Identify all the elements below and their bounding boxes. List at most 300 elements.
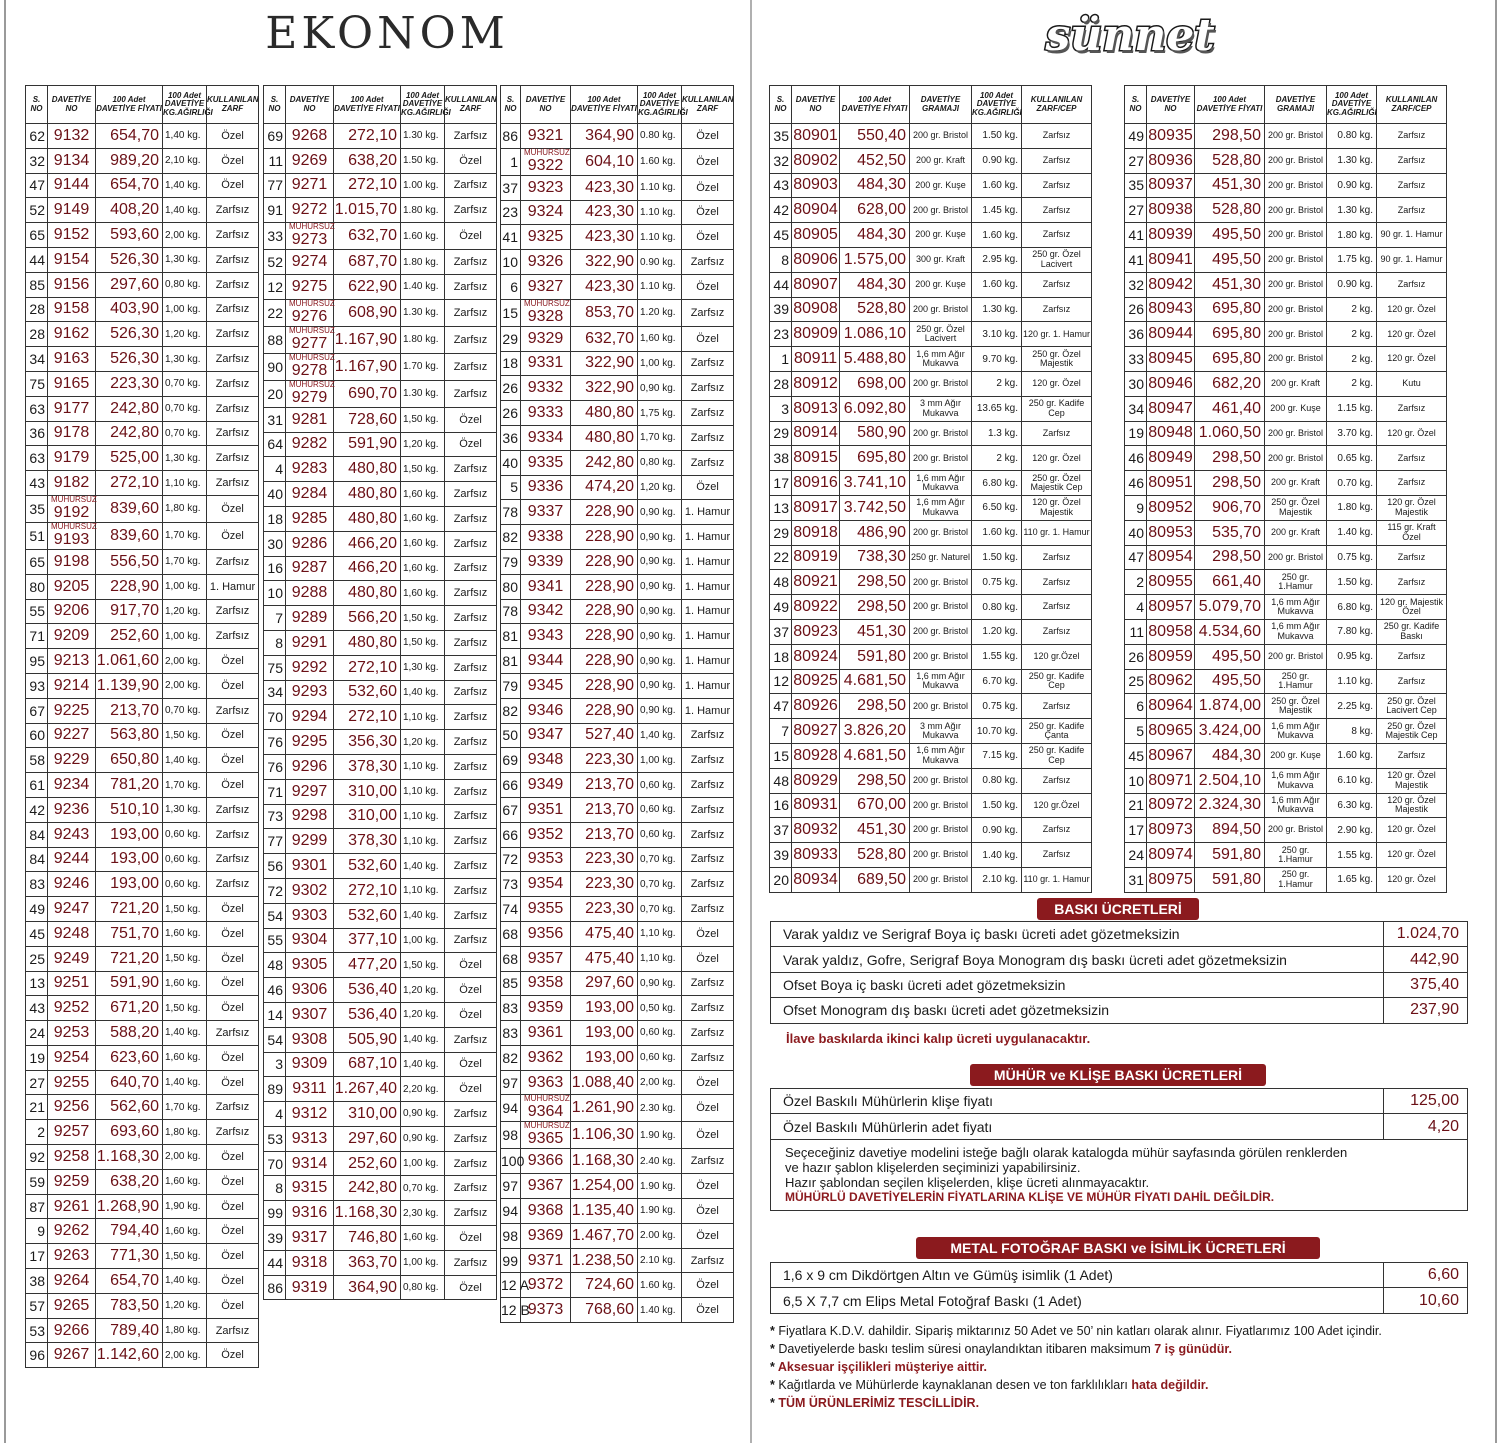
cell-weight: 1,20 kg. bbox=[401, 1002, 445, 1027]
cell-davetiye-no: 9296 bbox=[286, 754, 334, 779]
cell-zarf-cep: Zarfsız bbox=[1377, 545, 1447, 570]
cell-davetiye-no: 9162 bbox=[48, 322, 96, 347]
cell-davetiye-no: 80942 bbox=[1147, 272, 1195, 297]
cell-sno: 5 bbox=[1125, 719, 1147, 744]
cell-sno: 35 bbox=[770, 124, 792, 149]
cell-gramaj: 200 gr. Bristol bbox=[910, 595, 972, 620]
cell-weight: 1,30 kg. bbox=[163, 247, 207, 272]
cell-weight: 0.80 kg. bbox=[1327, 124, 1377, 149]
cell-sno: 8 bbox=[770, 247, 792, 272]
cell-sno: 65 bbox=[26, 549, 48, 574]
cell-price: 408,20 bbox=[96, 198, 163, 223]
cell-weight: 1.20 kg. bbox=[638, 299, 682, 326]
table-row bbox=[770, 743, 1092, 768]
table-row bbox=[501, 376, 734, 401]
muhursuz-tag: MÜHÜRSÜZ bbox=[51, 494, 97, 504]
cell-weight: 0,70 kg. bbox=[163, 371, 207, 396]
sunnet-price-table bbox=[769, 85, 1092, 893]
table-row bbox=[264, 148, 497, 173]
cell-zarf: 1. Hamur bbox=[207, 574, 259, 599]
cell-sno: 43 bbox=[770, 173, 792, 198]
cell-price: 252,60 bbox=[96, 624, 163, 649]
cell-price: 562,60 bbox=[96, 1095, 163, 1120]
cell-price: 272,10 bbox=[334, 173, 401, 198]
cell-price: 451,30 bbox=[1195, 173, 1265, 198]
cell-price: 670,00 bbox=[840, 793, 910, 818]
cell-zarf-cep: Zarfsız bbox=[1022, 545, 1092, 570]
cell-weight: 1.10 kg. bbox=[1327, 669, 1377, 694]
table-row bbox=[26, 797, 259, 822]
cell-weight: 1.55 kg. bbox=[1327, 843, 1377, 868]
cell-davetiye-no: 80959 bbox=[1147, 644, 1195, 669]
cell-sno: 43 bbox=[26, 471, 48, 496]
table-row bbox=[501, 124, 734, 149]
table-row bbox=[264, 531, 497, 556]
cell-price: 728,60 bbox=[334, 407, 401, 432]
cell-sno: 53 bbox=[264, 1126, 286, 1151]
cell-sno: 18 bbox=[770, 644, 792, 669]
cell-zarf-cep: Zarfsız bbox=[1377, 743, 1447, 768]
table-row bbox=[26, 649, 259, 674]
cell-davetiye-no: 9132 bbox=[48, 124, 96, 149]
column-header: DAVETİYE NO bbox=[1147, 86, 1195, 124]
cell-weight: 1,50 kg. bbox=[163, 996, 207, 1021]
cell-weight: 1,40 kg. bbox=[163, 1269, 207, 1294]
cell-gramaj: 1,6 mm Ağır Mukavva bbox=[910, 495, 972, 520]
cell-sno: 80 bbox=[501, 574, 521, 599]
cell-weight: 1.30 kg. bbox=[972, 297, 1022, 322]
cell-davetiye-no: 9367 bbox=[521, 1174, 571, 1199]
cell-zarf: Özel bbox=[682, 124, 734, 149]
cell-davetiye-no: 9227 bbox=[48, 723, 96, 748]
table-row bbox=[501, 748, 734, 773]
davetiye-number: 9279 bbox=[291, 388, 328, 406]
cell-davetiye-no: 9252 bbox=[48, 996, 96, 1021]
table-row bbox=[1125, 669, 1447, 694]
cell-weight: 0,60 kg. bbox=[638, 1045, 682, 1070]
cell-sno: 81 bbox=[501, 624, 521, 649]
cell-weight: 6.80 kg. bbox=[972, 471, 1022, 496]
cell-price: 228,90 bbox=[571, 549, 638, 574]
cell-weight: 0.90 kg. bbox=[1327, 173, 1377, 198]
cell-davetiye-no: 9297 bbox=[286, 779, 334, 804]
cell-sno: 33 bbox=[1125, 347, 1147, 372]
cell-davetiye-no: 9268 bbox=[286, 124, 334, 149]
cell-sno: 48 bbox=[264, 953, 286, 978]
cell-zarf: Zarfsız bbox=[207, 247, 259, 272]
cell-zarf: Zarfsız bbox=[445, 506, 497, 531]
cell-weight: 1,60 kg. bbox=[163, 1045, 207, 1070]
cell-price: 322,90 bbox=[571, 250, 638, 275]
cell-price: 2.504,10 bbox=[1195, 768, 1265, 793]
cell-davetiye-no: 9263 bbox=[48, 1244, 96, 1269]
cell-price: 1.106,30 bbox=[571, 1122, 638, 1149]
table-row bbox=[1125, 867, 1447, 892]
cell-price: 4.681,50 bbox=[840, 669, 910, 694]
cell-price: 591,90 bbox=[334, 432, 401, 457]
table-row bbox=[501, 649, 734, 674]
cell-weight: 9.70 kg. bbox=[972, 347, 1022, 372]
column-header: S. NO bbox=[264, 86, 286, 124]
column-header: 100 Adet DAVETİYE KG.AĞIRLIĞI bbox=[401, 86, 445, 124]
cell-sno: 54 bbox=[264, 903, 286, 928]
cell-price: 223,30 bbox=[571, 847, 638, 872]
cell-zarf: Özel bbox=[682, 1174, 734, 1199]
cell-gramaj: 200 gr. Kuşe bbox=[1265, 396, 1327, 421]
cell-gramaj: 200 gr. Bristol bbox=[1265, 297, 1327, 322]
cell-zarf-cep: Zarfsız bbox=[1022, 272, 1092, 297]
cell-sno: 40 bbox=[1125, 520, 1147, 545]
table-row bbox=[26, 723, 259, 748]
cell-zarf: Zarfsız bbox=[445, 457, 497, 482]
cell-weight: 1,70 kg. bbox=[163, 1095, 207, 1120]
column-header: S. NO bbox=[501, 86, 521, 124]
davetiye-number: 9278 bbox=[291, 361, 328, 379]
cell-davetiye-no: 9301 bbox=[286, 854, 334, 879]
cell-weight: 6.80 kg. bbox=[1327, 595, 1377, 620]
cell-zarf: Zarfsız bbox=[207, 297, 259, 322]
cell-price: 4.681,50 bbox=[840, 743, 910, 768]
cell-davetiye-no: 80913 bbox=[792, 396, 840, 421]
table-row bbox=[501, 971, 734, 996]
cell-price: 322,90 bbox=[571, 376, 638, 401]
cell-davetiye-no: 9182 bbox=[48, 471, 96, 496]
cell-zarf: Zarfsız bbox=[682, 971, 734, 996]
cell-sno: 73 bbox=[501, 872, 521, 897]
table-row bbox=[1125, 595, 1447, 620]
cell-gramaj: 1,6 mm Ağır Mukavva bbox=[910, 471, 972, 496]
cell-price: 580,90 bbox=[840, 421, 910, 446]
cell-davetiye-no: 9371 bbox=[521, 1248, 571, 1273]
cell-weight: 0,90 kg. bbox=[638, 500, 682, 525]
cell-weight: 1.40 kg. bbox=[401, 274, 445, 299]
cell-davetiye-no: 9315 bbox=[286, 1176, 334, 1201]
cell-zarf-cep: 120 gr. Özel bbox=[1377, 421, 1447, 446]
cell-price: 228,90 bbox=[571, 673, 638, 698]
cell-gramaj: 200 gr. Bristol bbox=[910, 768, 972, 793]
cell-gramaj: 200 gr. Bristol bbox=[910, 619, 972, 644]
cell-davetiye-no: 9289 bbox=[286, 606, 334, 631]
cell-weight: 2,20 kg. bbox=[401, 1077, 445, 1102]
cell-zarf: Zarfsız bbox=[207, 1095, 259, 1120]
cell-zarf: Özel bbox=[207, 1343, 259, 1368]
cell-sno: 69 bbox=[264, 124, 286, 149]
muhursuz-tag: MÜHÜRSÜZ bbox=[524, 1121, 570, 1131]
ekonom-logo: EKONOM bbox=[265, 8, 509, 59]
cell-zarf: Zarfsız bbox=[445, 606, 497, 631]
cell-zarf-cep: 110 gr. 1. Hamur bbox=[1022, 520, 1092, 545]
table-row bbox=[26, 946, 259, 971]
cell-davetiye-no: 80937 bbox=[1147, 173, 1195, 198]
cell-zarf-cep: Zarfsız bbox=[1022, 297, 1092, 322]
cell-sno: 32 bbox=[26, 148, 48, 173]
cell-davetiye-no: 9152 bbox=[48, 223, 96, 248]
cell-weight: 1.3 kg. bbox=[972, 421, 1022, 446]
cell-price: 480,80 bbox=[334, 506, 401, 531]
cell-sno: 95 bbox=[26, 649, 48, 674]
cell-price: 654,70 bbox=[96, 124, 163, 149]
cell-sno: 45 bbox=[770, 223, 792, 248]
cell-zarf: Özel bbox=[207, 1244, 259, 1269]
cell-zarf: Zarfsız bbox=[207, 223, 259, 248]
cell-price: 632,70 bbox=[571, 326, 638, 351]
cell-zarf: Zarfsız bbox=[682, 450, 734, 475]
cell-zarf-cep: 115 gr. Kraft Özel bbox=[1377, 520, 1447, 545]
cell-zarf: Özel bbox=[682, 1122, 734, 1149]
fee-price: 442,90 bbox=[1383, 947, 1467, 971]
cell-davetiye-no: 80947 bbox=[1147, 396, 1195, 421]
cell-zarf: Özel bbox=[682, 274, 734, 299]
cell-price: 604,10 bbox=[571, 148, 638, 175]
cell-price: 378,30 bbox=[334, 829, 401, 854]
cell-zarf: Zarfsız bbox=[445, 779, 497, 804]
cell-zarf-cep: Zarfsız bbox=[1377, 198, 1447, 223]
muhursuz-tag: MÜHÜRSÜZ bbox=[289, 379, 335, 389]
cell-zarf: Özel bbox=[445, 223, 497, 250]
cell-weight: 1.20 kg. bbox=[972, 619, 1022, 644]
cell-price: 480,80 bbox=[334, 457, 401, 482]
cell-zarf: Zarfsız bbox=[207, 698, 259, 723]
cell-davetiye-no: 9209 bbox=[48, 624, 96, 649]
muhursuz-tag: MÜHÜRSÜZ bbox=[524, 1094, 570, 1104]
cell-sno: 47 bbox=[26, 173, 48, 198]
cell-zarf-cep: Zarfsız bbox=[1377, 148, 1447, 173]
cell-davetiye-no: 9319 bbox=[286, 1275, 334, 1300]
cell-zarf: Zarfsız bbox=[207, 272, 259, 297]
cell-weight: 1,30 kg. bbox=[163, 347, 207, 372]
cell-price: 591,90 bbox=[96, 971, 163, 996]
cell-weight: 1,60 kg. bbox=[401, 506, 445, 531]
cell-davetiye-no: 9198 bbox=[48, 549, 96, 574]
muhur-title: MÜHÜR ve KLİŞE BASKI ÜCRETLERİ bbox=[970, 1064, 1266, 1086]
sunnet-price-table bbox=[1124, 85, 1447, 893]
cell-zarf: Zarfsız bbox=[207, 872, 259, 897]
cell-weight: 0,80 kg. bbox=[401, 1275, 445, 1300]
cell-zarf: Zarfsız bbox=[445, 326, 497, 353]
cell-sno: 85 bbox=[501, 971, 521, 996]
cell-sno: 1 bbox=[501, 148, 521, 175]
cell-price: 536,40 bbox=[334, 1002, 401, 1027]
cell-weight: 1,20 kg. bbox=[163, 1293, 207, 1318]
cell-price: 484,30 bbox=[1195, 743, 1265, 768]
cell-weight: 3.10 kg. bbox=[972, 322, 1022, 347]
table-row bbox=[26, 1194, 259, 1219]
cell-sno: 29 bbox=[770, 421, 792, 446]
cell-weight: 1,60 kg. bbox=[401, 482, 445, 507]
cell-weight: 0,60 kg. bbox=[163, 872, 207, 897]
cell-price: 193,00 bbox=[96, 872, 163, 897]
cell-price: 228,90 bbox=[571, 500, 638, 525]
cell-weight: 1,00 kg. bbox=[163, 297, 207, 322]
table-row bbox=[264, 606, 497, 631]
cell-davetiye-no: 9178 bbox=[48, 421, 96, 446]
cell-davetiye-no bbox=[286, 326, 334, 353]
column-header: DAVETİYE NO bbox=[286, 86, 334, 124]
table-row bbox=[1125, 396, 1447, 421]
cell-weight: 1.90 kg. bbox=[638, 1199, 682, 1224]
table-row bbox=[26, 847, 259, 872]
cell-zarf: Özel bbox=[207, 522, 259, 549]
cell-price: 591,80 bbox=[1195, 843, 1265, 868]
cell-weight: 0,90 kg. bbox=[401, 1102, 445, 1127]
cell-weight: 2,00 kg. bbox=[163, 1145, 207, 1170]
cell-zarf: Zarfsız bbox=[445, 680, 497, 705]
cell-davetiye-no: 9295 bbox=[286, 730, 334, 755]
cell-sno: 24 bbox=[1125, 843, 1147, 868]
cell-weight: 0,70 kg. bbox=[638, 897, 682, 922]
cell-zarf: Özel bbox=[682, 1273, 734, 1298]
cell-price: 423,30 bbox=[571, 200, 638, 225]
table-row bbox=[501, 1070, 734, 1095]
cell-davetiye-no: 9292 bbox=[286, 655, 334, 680]
cell-davetiye-no: 80911 bbox=[792, 347, 840, 372]
cell-sno: 84 bbox=[26, 822, 48, 847]
cell-davetiye-no: 9311 bbox=[286, 1077, 334, 1102]
cell-davetiye-no: 9309 bbox=[286, 1052, 334, 1077]
cell-zarf-cep: Zarfsız bbox=[1022, 124, 1092, 149]
cell-weight: 1.50 kg. bbox=[972, 545, 1022, 570]
cell-sno: 44 bbox=[770, 272, 792, 297]
table-row bbox=[770, 421, 1092, 446]
table-row bbox=[501, 250, 734, 275]
cell-zarf: Özel bbox=[682, 1199, 734, 1224]
cell-davetiye-no: 9345 bbox=[521, 673, 571, 698]
cell-zarf: Zarfsız bbox=[682, 822, 734, 847]
table-row bbox=[501, 1045, 734, 1070]
cell-price: 5.079,70 bbox=[1195, 595, 1265, 620]
cell-zarf: Zarfsız bbox=[445, 250, 497, 275]
cell-zarf: Zarfsız bbox=[445, 1102, 497, 1127]
table-row bbox=[264, 482, 497, 507]
cell-price: 528,80 bbox=[840, 843, 910, 868]
cell-zarf-cep: 120 gr. Özel bbox=[1022, 446, 1092, 471]
cell-price: 588,20 bbox=[96, 1021, 163, 1046]
cell-davetiye-no: 9372 bbox=[521, 1273, 571, 1298]
cell-davetiye-no: 9269 bbox=[286, 148, 334, 173]
cell-zarf: Zarfsız bbox=[682, 1021, 734, 1046]
cell-zarf: Özel bbox=[445, 1052, 497, 1077]
cell-price: 451,30 bbox=[1195, 272, 1265, 297]
cell-weight: 1.30 kg. bbox=[1327, 198, 1377, 223]
cell-sno: 68 bbox=[501, 921, 521, 946]
cell-davetiye-no: 9356 bbox=[521, 921, 571, 946]
cell-sno: 22 bbox=[770, 545, 792, 570]
cell-price: 480,80 bbox=[334, 630, 401, 655]
cell-davetiye-no: 9352 bbox=[521, 822, 571, 847]
cell-davetiye-no: 9282 bbox=[286, 432, 334, 457]
cell-weight: 1.10 kg. bbox=[638, 200, 682, 225]
cell-davetiye-no bbox=[48, 522, 96, 549]
baski-note: İlave baskılarda ikinci kalıp ücreti uygulanacaktır. bbox=[786, 1031, 1091, 1046]
cell-zarf: Zarfsız bbox=[445, 1176, 497, 1201]
cell-zarf: Özel bbox=[445, 1077, 497, 1102]
table-row bbox=[1125, 173, 1447, 198]
muhur-text: Seçeceğiniz davetiye modelini isteğe bağlı olarak katalogda mühür sayfasında görülen renklerden bbox=[785, 1144, 1348, 1160]
cell-zarf: Özel bbox=[207, 1045, 259, 1070]
column-header: S. NO bbox=[1125, 86, 1147, 124]
table-row bbox=[1125, 198, 1447, 223]
cell-weight: 0,90 kg. bbox=[638, 599, 682, 624]
cell-davetiye-no: 80953 bbox=[1147, 520, 1195, 545]
table-row bbox=[770, 595, 1092, 620]
cell-weight: 6.30 kg. bbox=[1327, 793, 1377, 818]
cell-weight: 1.60 kg. bbox=[972, 173, 1022, 198]
cell-gramaj: 3 mm Ağır Mukavva bbox=[910, 719, 972, 744]
cell-zarf: Zarfsız bbox=[207, 847, 259, 872]
cell-zarf-cep: 250 gr. Kadife Çanta bbox=[1022, 719, 1092, 744]
cell-davetiye-no: 80922 bbox=[792, 595, 840, 620]
cell-sno: 66 bbox=[501, 773, 521, 798]
cell-sno: 42 bbox=[770, 198, 792, 223]
cell-sno: 46 bbox=[1125, 446, 1147, 471]
cell-davetiye-no: 9361 bbox=[521, 1021, 571, 1046]
cell-sno: 8 bbox=[264, 1176, 286, 1201]
cell-davetiye-no: 9341 bbox=[521, 574, 571, 599]
cell-weight: 1,60 kg. bbox=[401, 1226, 445, 1251]
cell-sno: 4 bbox=[264, 1102, 286, 1127]
cell-price: 297,60 bbox=[96, 272, 163, 297]
cell-davetiye-no: 9253 bbox=[48, 1021, 96, 1046]
cell-sno: 49 bbox=[770, 595, 792, 620]
cell-sno: 10 bbox=[501, 250, 521, 275]
fee-label: Ofset Monogram dış baskı ücreti adet gözetmeksizin bbox=[783, 1002, 1110, 1019]
cell-gramaj: 200 gr. Bristol bbox=[910, 867, 972, 892]
cell-davetiye-no: 9249 bbox=[48, 946, 96, 971]
cell-weight: 1,10 kg. bbox=[401, 705, 445, 730]
cell-weight: 1,70 kg. bbox=[163, 522, 207, 549]
cell-price: 272,10 bbox=[96, 471, 163, 496]
cell-sno: 1 bbox=[770, 347, 792, 372]
cell-zarf: Zarfsız bbox=[207, 322, 259, 347]
cell-davetiye-no: 80946 bbox=[1147, 371, 1195, 396]
cell-price: 1.254,00 bbox=[571, 1174, 638, 1199]
cell-price: 563,80 bbox=[96, 723, 163, 748]
cell-sno: 73 bbox=[264, 804, 286, 829]
star-icon: * bbox=[770, 1378, 775, 1392]
cell-price: 5.488,80 bbox=[840, 347, 910, 372]
cell-sno: 58 bbox=[26, 748, 48, 773]
cell-gramaj: 200 gr. Bristol bbox=[910, 198, 972, 223]
fee-row bbox=[771, 947, 1467, 972]
cell-price: 228,90 bbox=[571, 649, 638, 674]
cell-weight: 1,20 kg. bbox=[401, 978, 445, 1003]
cell-davetiye-no: 9355 bbox=[521, 897, 571, 922]
table-row bbox=[770, 297, 1092, 322]
cell-weight: 0,80 kg. bbox=[163, 272, 207, 297]
cell-zarf: Özel bbox=[207, 946, 259, 971]
cell-zarf: Zarfsız bbox=[682, 1248, 734, 1273]
cell-weight: 7.80 kg. bbox=[1327, 619, 1377, 644]
cell-sno: 46 bbox=[264, 978, 286, 1003]
cell-davetiye-no: 9321 bbox=[521, 124, 571, 149]
cell-weight: 1,50 kg. bbox=[401, 630, 445, 655]
cell-zarf: Zarfsız bbox=[445, 1126, 497, 1151]
cell-zarf: Özel bbox=[207, 723, 259, 748]
cell-price: 1.575,00 bbox=[840, 247, 910, 272]
table-row bbox=[501, 673, 734, 698]
cell-weight: 1.50 kg. bbox=[972, 793, 1022, 818]
cell-davetiye-no: 80957 bbox=[1147, 595, 1195, 620]
cell-price: 378,30 bbox=[334, 754, 401, 779]
cell-weight: 0.70 kg. bbox=[1327, 471, 1377, 496]
cell-weight: 0.95 kg. bbox=[1327, 644, 1377, 669]
cell-price: 1.086,10 bbox=[840, 322, 910, 347]
cell-sno: 51 bbox=[26, 522, 48, 549]
fee-row bbox=[771, 1263, 1467, 1288]
cell-zarf-cep: Zarfsız bbox=[1022, 148, 1092, 173]
cell-zarf: Özel bbox=[207, 673, 259, 698]
cell-sno: 39 bbox=[264, 1226, 286, 1251]
